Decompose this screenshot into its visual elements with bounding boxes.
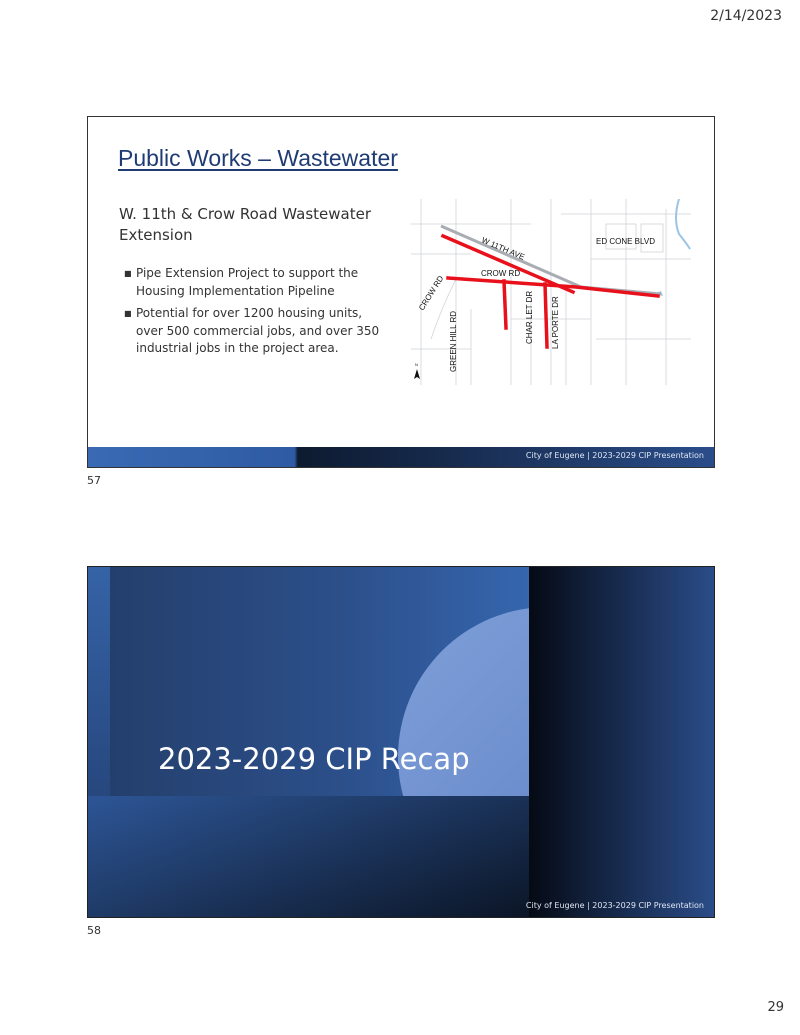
project-map [411, 199, 691, 385]
slide-title: Public Works – Wastewater [118, 145, 398, 171]
left-accent-strip [88, 567, 110, 796]
map-label-crowrd-diag: CROW RD [417, 274, 446, 313]
bottom-panel [88, 796, 529, 917]
bullet-item [124, 305, 389, 358]
map-label-laporte: LA PORTE DR [551, 296, 560, 349]
map-label-w11th: W 11TH AVE [480, 235, 527, 262]
bullet-text: Pipe Extension Project to support the Housing Implementation Pipeline [136, 266, 359, 298]
right-panel [529, 567, 714, 917]
bullet-list [124, 265, 389, 363]
map-label-charlet: CHAR LET DR [525, 290, 534, 344]
bullet-text: Potential for over 1200 housing units, over 500 commercial jobs, and over 350 industrial jobs in the project area. [136, 306, 380, 355]
map-label-greenhill: GREEN HILL RD [449, 310, 458, 372]
slide-number: 58 [87, 924, 101, 937]
bullet-icon: ■ [124, 269, 132, 278]
page-date: 2/14/2023 [710, 8, 782, 24]
footer-text: City of Eugene | 2023-2029 CIP Presentation [525, 451, 704, 460]
slide-title: 2023-2029 CIP Recap [158, 742, 470, 776]
slide-footer [88, 447, 714, 467]
map-label-crowrd: CROW RD [481, 269, 521, 278]
slide-58 [87, 566, 715, 918]
bullet-item [124, 265, 389, 300]
map-label-edcone: ED CONE BLVD [596, 237, 655, 246]
project-subtitle: W. 11th & Crow Road Wastewater Extension [119, 205, 372, 244]
footer-text: City of Eugene | 2023-2029 CIP Presentation [525, 901, 704, 910]
slide-number: 57 [87, 474, 101, 487]
page-number: 29 [767, 1000, 784, 1015]
svg-text:N: N [415, 362, 418, 367]
bullet-icon: ■ [124, 309, 132, 318]
slide-57 [87, 116, 715, 468]
